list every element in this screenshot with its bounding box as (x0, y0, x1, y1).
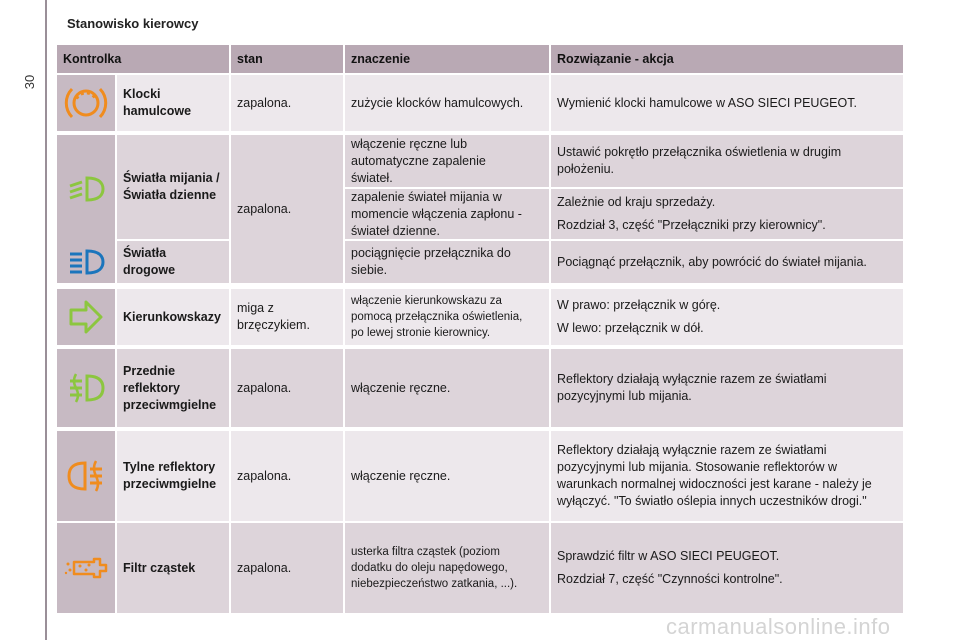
particle-filter-icon (64, 553, 108, 583)
table-row-meaning: pociągnięcie przełącznika do siebie. (345, 241, 549, 283)
table-row-name: Filtr cząstek (117, 523, 229, 613)
table-row-state: zapalona. (231, 349, 343, 427)
table-row-meaning: włączenie ręczne lub automatyczne zapalenie świateł. (345, 135, 549, 187)
table-row-name: Światła drogowe (117, 241, 229, 283)
dipped-beam-icon (67, 174, 107, 204)
column-header-stan: stan (231, 45, 343, 73)
table-row-meaning: włączenie ręczne. (345, 349, 549, 427)
column-header-akcja: Rozwiązanie - akcja (551, 45, 903, 73)
table-row-icon-cell (57, 523, 115, 613)
table-row-meaning: zużycie klocków hamulcowych. (345, 75, 549, 131)
table-row-meaning: włączenie ręczne. (345, 431, 549, 521)
page-margin-rule (45, 0, 47, 640)
table-row-meaning: usterka filtra cząstek (poziom dodatku do oleju napędowego, niebezpieczeństwo zatkania, ...). (345, 523, 549, 613)
table-row-state: miga z brzęczykiem. (231, 289, 343, 345)
table-row-action: Ustawić pokrętło przełącznika oświetlenia w drugim położeniu. (551, 135, 903, 187)
direction-indicator-icon (68, 299, 104, 335)
table-row-action: Sprawdzić filtr w ASO SIECI PEUGEOT. Rozdział 7, część "Czynności kontrolne". (551, 523, 903, 613)
brake-pad-warning-icon (63, 83, 109, 123)
table-row-action: Zależnie od kraju sprzedaży. Rozdział 3, część "Przełączniki przy kierownicy". (551, 189, 903, 239)
table-row-icon-cell (57, 289, 115, 345)
table-row-action: Pociągnąć przełącznik, aby powrócić do świateł mijania. (551, 241, 903, 283)
table-row-action: W prawo: przełącznik w górę. W lewo: przełącznik w dół. (551, 289, 903, 345)
table-row-action: Wymienić klocki hamulcowe w ASO SIECI PEUGEOT. (551, 75, 903, 131)
page-number: 30 (22, 74, 37, 90)
table-row-name: Kierunkowskazy (117, 289, 229, 345)
rear-fog-light-icon (65, 458, 107, 494)
table-row-state: zapalona. (231, 523, 343, 613)
section-title: Stanowisko kierowcy (67, 16, 199, 31)
table-row-name: Światła mijania / Światła dzienne (117, 135, 229, 239)
main-beam-icon (67, 247, 107, 277)
table-row-name: Klocki hamulcowe (117, 75, 229, 131)
table-row-action: Reflektory działają wyłącznie razem ze światłami pozycyjnymi lub mijania. Stosowanie reflektorów w warunkach normalnej widoczności jest karane - należy je wyłączyć. "To światło oślepia innych uczestników drogi." (551, 431, 903, 521)
table-row-name: Tylne reflektory przeciwmgielne (117, 431, 229, 521)
table-row-icon-cell (57, 349, 115, 427)
table-row-meaning: włączenie kierunkowskazu za pomocą przełącznika oświetlenia, po lewej stronie kierownicy. (345, 289, 549, 345)
watermark: carmanualsonline.info (666, 614, 891, 639)
table-row-state: zapalona. (231, 431, 343, 521)
table-row-icon-cell (57, 431, 115, 521)
table-row-action: Reflektory działają wyłącznie razem ze światłami pozycyjnymi lub mijania. (551, 349, 903, 427)
table-row-state: zapalona. (231, 75, 343, 131)
column-header-kontrolka: Kontrolka (57, 45, 229, 73)
table-row-icon-cell (57, 75, 115, 131)
table-row-name: Przednie reflektory przeciwmgielne (117, 349, 229, 427)
table-row-icon-cell (57, 135, 115, 283)
front-fog-light-icon (65, 371, 107, 405)
column-header-znaczenie: znaczenie (345, 45, 549, 73)
table-row-state: zapalona. (231, 135, 343, 283)
table-row-meaning: zapalenie świateł mijania w momencie włączenia zapłonu - świateł dzienne. (345, 189, 549, 239)
